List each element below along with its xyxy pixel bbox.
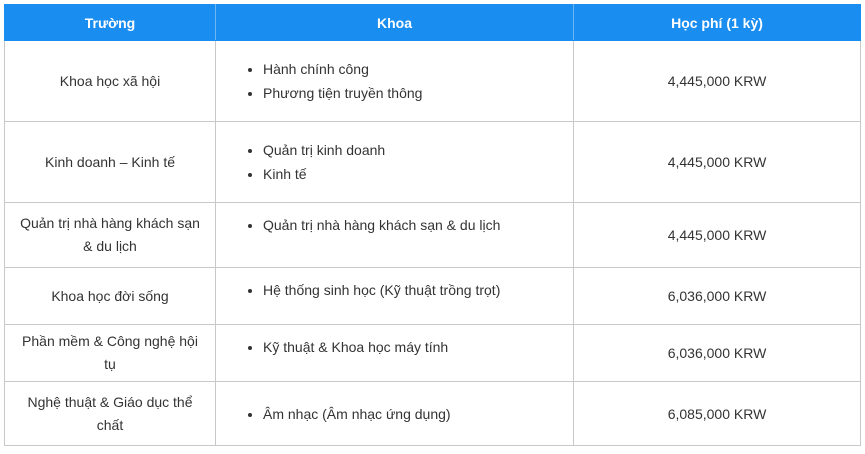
table-row: [5, 41, 861, 122]
header-fee: Học phí (1 kỳ): [574, 5, 861, 41]
major-cell: [216, 325, 574, 382]
school-cell: Phần mềm & Công nghệ hội tụ: [5, 325, 216, 382]
major-item: • Âm nhạc (Âm nhạc ứng dụng): [263, 402, 563, 426]
school-cell: Kinh doanh – Kinh tế: [5, 122, 216, 203]
table-row: [5, 203, 861, 268]
major-item: • Quản trị kinh doanh: [263, 138, 563, 162]
fee-cell: 4,445,000 KRW: [574, 41, 861, 122]
major-list: [236, 402, 563, 426]
fee-cell: 6,085,000 KRW: [574, 382, 861, 446]
major-cell: [216, 41, 574, 122]
tuition-table: [4, 4, 861, 446]
school-cell: Khoa học đời sống: [5, 268, 216, 325]
school-cell: Khoa học xã hội: [5, 41, 216, 122]
table-row: [5, 382, 861, 446]
header-major: Khoa: [216, 5, 574, 41]
table-row: [5, 268, 861, 325]
table-row: [5, 122, 861, 203]
major-list: [236, 278, 563, 302]
fee-cell: 4,445,000 KRW: [574, 122, 861, 203]
major-cell: [216, 268, 574, 325]
fee-cell: 6,036,000 KRW: [574, 325, 861, 382]
major-list: [236, 138, 563, 186]
table-row: [5, 325, 861, 382]
header-school: Trường: [5, 5, 216, 41]
fee-cell: 6,036,000 KRW: [574, 268, 861, 325]
major-item: • Kỹ thuật & Khoa học máy tính: [263, 335, 563, 359]
major-list: [236, 213, 563, 237]
header-row: [5, 5, 861, 41]
major-cell: [216, 122, 574, 203]
fee-cell: 4,445,000 KRW: [574, 203, 861, 268]
school-cell: Nghệ thuật & Giáo dục thể chất: [5, 382, 216, 446]
school-cell: Quản trị nhà hàng khách sạn & du lịch: [5, 203, 216, 268]
major-cell: [216, 382, 574, 446]
major-cell: [216, 203, 574, 268]
major-item: • Hành chính công: [263, 57, 563, 81]
major-list: [236, 57, 563, 105]
major-item: • Quản trị nhà hàng khách sạn & du lịch: [263, 213, 563, 237]
major-list: [236, 335, 563, 359]
major-item: • Kinh tế: [263, 162, 563, 186]
major-item: • Hệ thống sinh học (Kỹ thuật trồng trọt): [263, 278, 563, 302]
major-item: • Phương tiện truyền thông: [263, 81, 563, 105]
